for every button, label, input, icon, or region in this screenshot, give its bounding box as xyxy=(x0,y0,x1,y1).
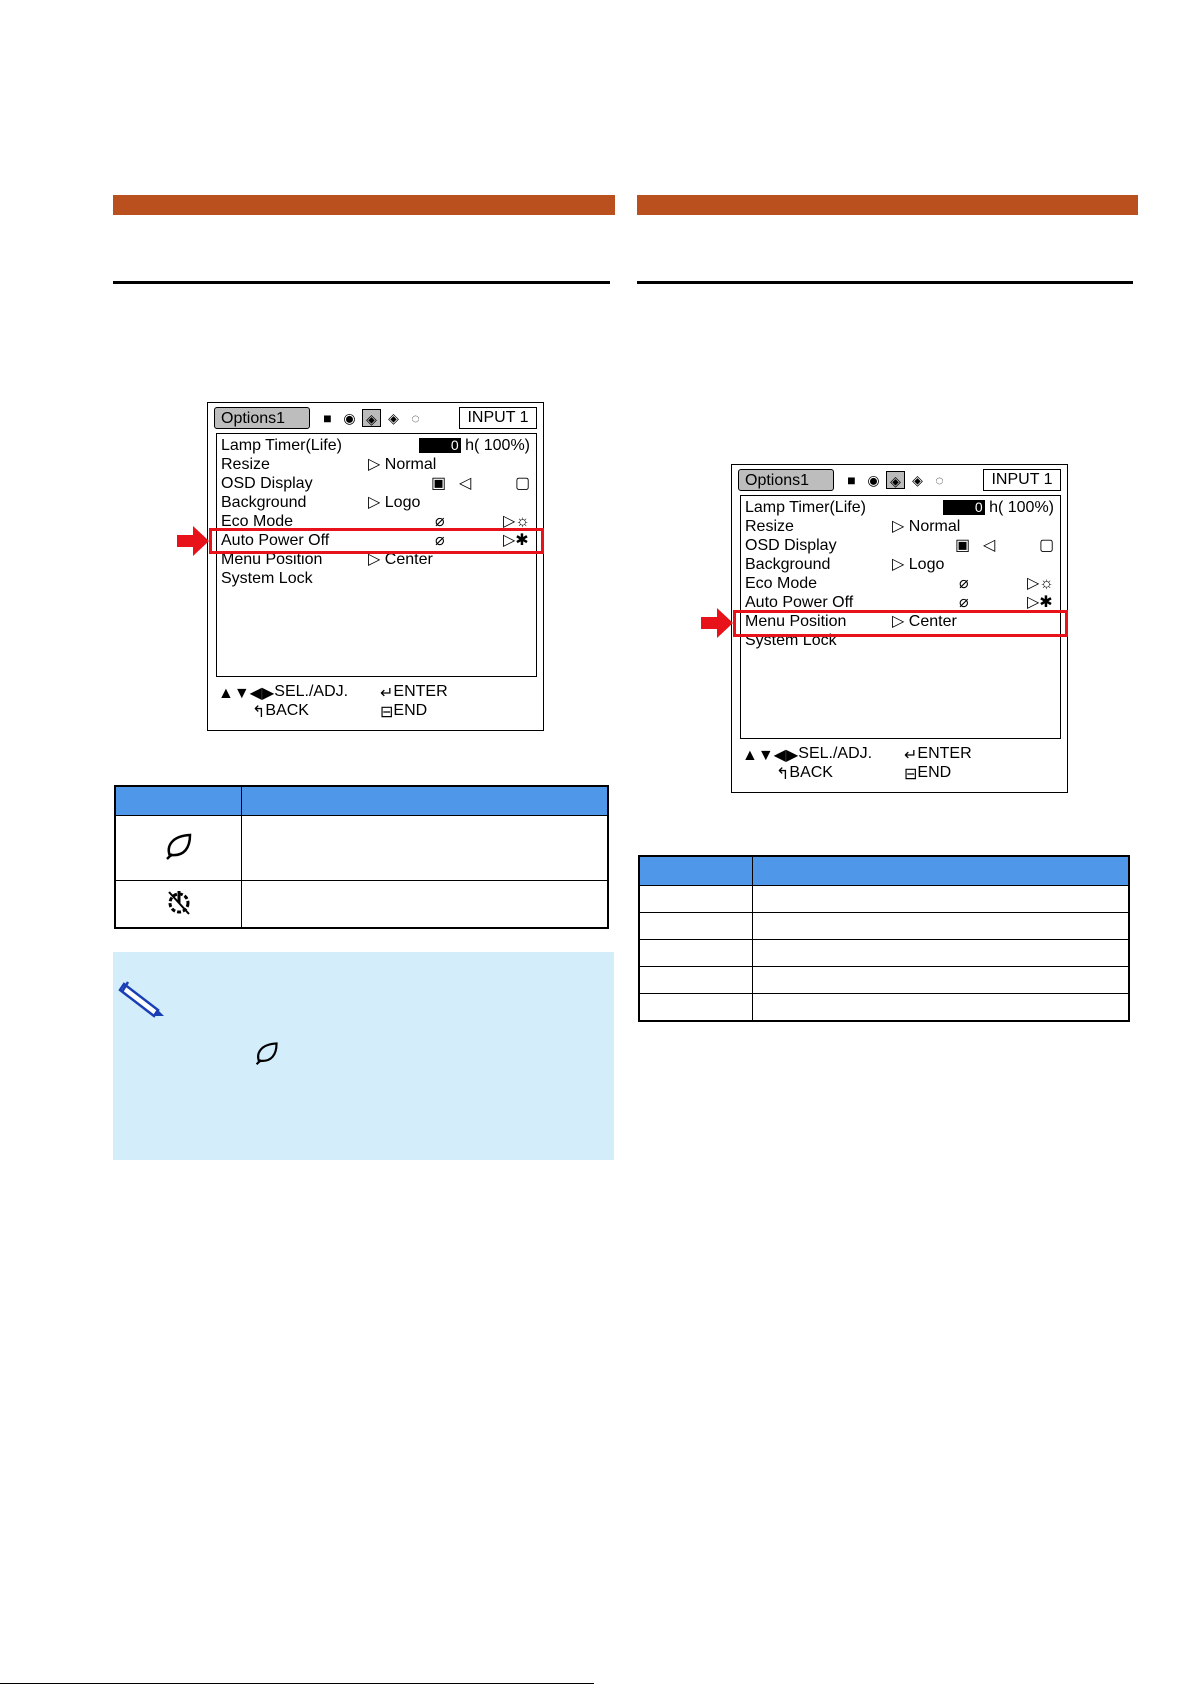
select-arrow-icon: ▷ xyxy=(892,518,905,535)
row-eco-mode[interactable] xyxy=(745,574,1056,593)
lamp-unit: h( xyxy=(989,499,1004,516)
lamp-percent: 100%) xyxy=(483,437,530,454)
table-cell xyxy=(639,886,753,913)
leaf-icon: ⌀ xyxy=(435,532,445,549)
select-arrow-icon: ▷ xyxy=(368,456,381,473)
table-row xyxy=(115,881,608,929)
right-highlight-box xyxy=(733,610,1068,637)
pencil-icon xyxy=(118,978,170,1018)
table-cell xyxy=(242,881,609,929)
table-cell xyxy=(753,940,1130,967)
resize-value-text: Normal xyxy=(908,518,961,535)
enter-hint: ↵ ENTER xyxy=(904,745,972,764)
lamp-hours: 0 xyxy=(419,438,461,453)
resize-value xyxy=(892,517,960,536)
input-label: INPUT 1 xyxy=(983,469,1061,491)
table-row xyxy=(115,816,608,881)
enter-text: ENTER xyxy=(393,683,448,700)
options1-tab[interactable]: Options1 xyxy=(214,407,310,429)
background-value xyxy=(892,555,944,574)
auto-power-off-label: Auto Power Off xyxy=(745,594,854,611)
picture-tab-icon[interactable]: ■ xyxy=(323,410,332,426)
select-arrow-icon: ▷ xyxy=(368,494,381,511)
table-row xyxy=(639,994,1129,1022)
menu-tab-icons xyxy=(842,471,949,491)
select-arrow-icon: ▷ xyxy=(368,551,381,568)
auto-power-off-table xyxy=(114,785,609,929)
row-osd-display[interactable] xyxy=(745,536,1056,555)
table-cell xyxy=(753,994,1130,1022)
osd-on-icon: ▣ xyxy=(431,475,447,492)
table-cell xyxy=(115,881,242,929)
row-background[interactable] xyxy=(221,493,532,512)
input-label: INPUT 1 xyxy=(459,407,537,429)
row-system-lock[interactable] xyxy=(221,569,532,588)
osd-display-label: OSD Display xyxy=(221,475,313,492)
sel-adj-text: SEL./ADJ. xyxy=(274,683,349,700)
table-header-cell xyxy=(639,856,753,886)
table-header-row xyxy=(639,856,1129,886)
table-cell xyxy=(242,816,609,881)
note-box xyxy=(113,952,614,1160)
leaf-icon: ⌀ xyxy=(959,594,969,611)
table-header-cell xyxy=(115,786,242,816)
options1-tab[interactable]: Options1 xyxy=(738,469,834,491)
eco-mode-label: Eco Mode xyxy=(745,575,818,592)
background-value xyxy=(368,493,420,512)
system-lock-label: System Lock xyxy=(221,570,313,587)
table-cell xyxy=(753,967,1130,994)
row-lamp-timer[interactable] xyxy=(221,436,532,455)
resize-value xyxy=(368,455,436,474)
footer-line xyxy=(0,1683,594,1684)
background-label: Background xyxy=(745,556,831,573)
lamp-timer-label: Lamp Timer(Life) xyxy=(745,499,866,516)
menu-position-table xyxy=(638,855,1130,1022)
table-cell xyxy=(639,967,753,994)
back-hint: ↰ BACK xyxy=(252,702,309,721)
left-osd-menu xyxy=(207,402,544,731)
select-arrow-left-icon: ◁ xyxy=(983,537,996,554)
osd-on-icon: ▣ xyxy=(955,537,971,554)
osd-off-icon: ▢ xyxy=(515,475,531,492)
signal-tab-icon[interactable]: ◉ xyxy=(343,410,356,426)
table-cell xyxy=(753,886,1130,913)
sel-adj-hint: ▲▼◀▶ SEL./ADJ. xyxy=(218,683,349,702)
power-off-icon: ▷✱ xyxy=(1027,594,1053,611)
arrow-right-icon xyxy=(701,608,733,638)
left-highlight-box xyxy=(209,528,544,554)
eco-off-icon: ▷☼ xyxy=(1027,575,1054,592)
auto-power-off-label: Auto Power Off xyxy=(221,532,330,549)
signal-tab-icon[interactable]: ◉ xyxy=(867,472,880,488)
eco-mode-label: Eco Mode xyxy=(221,513,294,530)
end-text: END xyxy=(917,764,952,781)
resize-value-text: Normal xyxy=(384,456,437,473)
right-section-rule xyxy=(637,281,1133,284)
lamp-timer-value xyxy=(943,498,1054,517)
language-tab-icon[interactable]: ◌ xyxy=(411,410,420,426)
power-off-icon: ▷✱ xyxy=(503,532,529,549)
language-tab-icon[interactable]: ◌ xyxy=(935,472,944,488)
row-osd-display[interactable] xyxy=(221,474,532,493)
menu-position-value-text: Center xyxy=(908,613,957,630)
back-hint: ↰ BACK xyxy=(776,764,833,783)
leaf-icon: ⌀ xyxy=(959,575,969,592)
menu-position-value-text: Center xyxy=(384,551,433,568)
select-arrow-icon: ▷ xyxy=(892,613,905,630)
table-cell xyxy=(115,816,242,881)
arrow-right-icon xyxy=(177,526,209,556)
sel-adj-hint: ▲▼◀▶ SEL./ADJ. xyxy=(742,745,873,764)
leaf-icon xyxy=(254,1040,280,1066)
options1-tab-icon[interactable]: ◈ xyxy=(886,471,905,489)
table-row xyxy=(639,940,1129,967)
background-value-text: Logo xyxy=(908,556,945,573)
lamp-percent: 100%) xyxy=(1007,499,1054,516)
osd-body xyxy=(216,433,537,677)
end-hint: ⊟ END xyxy=(380,702,428,721)
osd-footer xyxy=(216,679,537,723)
select-arrow-left-icon: ◁ xyxy=(459,475,472,492)
options2-tab-icon[interactable]: ◈ xyxy=(912,472,923,488)
lamp-timer-label: Lamp Timer(Life) xyxy=(221,437,342,454)
table-cell xyxy=(639,994,753,1022)
osd-off-icon: ▢ xyxy=(1039,537,1055,554)
sel-adj-text: SEL./ADJ. xyxy=(798,745,873,762)
select-arrow-icon: ▷ xyxy=(892,556,905,573)
row-background[interactable] xyxy=(745,555,1056,574)
system-lock-label: System Lock xyxy=(745,632,837,649)
lamp-timer-value xyxy=(419,436,530,455)
right-section-bar xyxy=(637,195,1138,215)
resize-label: Resize xyxy=(745,518,794,535)
osd-display-label: OSD Display xyxy=(745,537,837,554)
options2-tab-icon[interactable]: ◈ xyxy=(388,410,399,426)
table-header-cell xyxy=(242,786,609,816)
options1-tab-icon[interactable]: ◈ xyxy=(362,409,381,427)
left-section-bar xyxy=(113,195,615,215)
row-lamp-timer[interactable] xyxy=(745,498,1056,517)
table-header-row xyxy=(115,786,608,816)
left-section-rule xyxy=(113,281,610,284)
menu-tab-icons xyxy=(318,409,425,429)
enter-text: ENTER xyxy=(917,745,972,762)
table-header-cell xyxy=(753,856,1130,886)
table-row xyxy=(639,913,1129,940)
menu-position-label: Menu Position xyxy=(221,551,323,568)
leaf-icon: ⌀ xyxy=(435,513,445,530)
row-resize[interactable] xyxy=(221,455,532,474)
back-text: BACK xyxy=(789,764,833,781)
power-off-icon xyxy=(164,887,194,917)
table-row xyxy=(639,967,1129,994)
picture-tab-icon[interactable]: ■ xyxy=(847,472,856,488)
osd-footer xyxy=(740,741,1061,785)
table-row xyxy=(639,886,1129,913)
background-label: Background xyxy=(221,494,307,511)
enter-hint: ↵ ENTER xyxy=(380,683,448,702)
background-value-text: Logo xyxy=(384,494,421,511)
eco-off-icon: ▷☼ xyxy=(503,513,530,530)
end-hint: ⊟ END xyxy=(904,764,952,783)
table-cell xyxy=(639,940,753,967)
menu-position-label: Menu Position xyxy=(745,613,847,630)
back-text: BACK xyxy=(265,702,309,719)
row-resize[interactable] xyxy=(745,517,1056,536)
leaf-icon xyxy=(164,832,194,860)
table-cell xyxy=(639,913,753,940)
resize-label: Resize xyxy=(221,456,270,473)
lamp-hours: 0 xyxy=(943,500,985,515)
table-cell xyxy=(753,913,1130,940)
end-text: END xyxy=(393,702,428,719)
lamp-unit: h( xyxy=(465,437,480,454)
